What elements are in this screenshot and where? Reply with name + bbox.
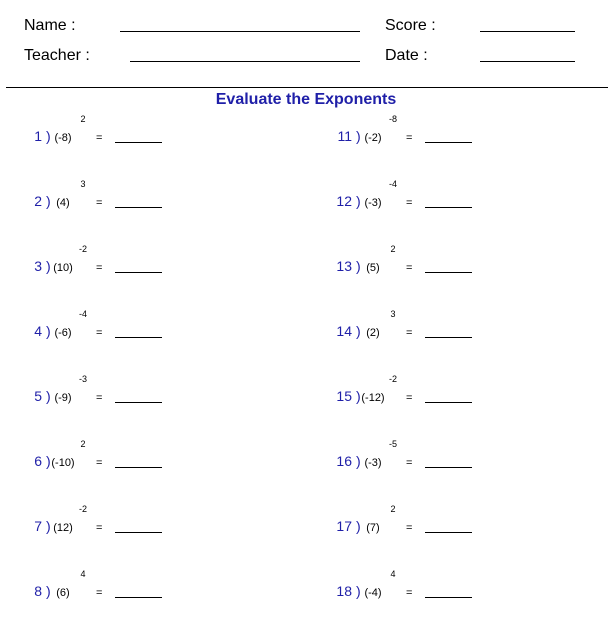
problem-base: (6) <box>56 587 70 599</box>
problem-exponent: 3 <box>80 179 86 189</box>
problem-item <box>20 504 220 558</box>
problem-exponent: 2 <box>80 439 86 449</box>
problem-exponent: -4 <box>388 179 397 189</box>
problem-number: 13 <box>336 258 352 274</box>
answer-blank[interactable] <box>425 402 472 403</box>
problem-number-paren: ) <box>46 258 51 274</box>
problem-base: (-2) <box>364 132 382 144</box>
answer-blank[interactable] <box>115 532 162 533</box>
problem-number-paren: ) <box>356 323 361 339</box>
answer-blank[interactable] <box>425 272 472 273</box>
problem-number-paren: ) <box>356 258 361 274</box>
answer-blank[interactable] <box>115 467 162 468</box>
problem-item <box>330 439 530 493</box>
problem-item <box>330 374 530 428</box>
problem-number: 2 <box>34 193 42 209</box>
problem-base: (-9) <box>54 392 72 404</box>
problem-number-paren: ) <box>46 518 51 534</box>
problem-number-paren: ) <box>46 128 51 144</box>
problem-number: 8 <box>34 583 42 599</box>
equals-sign: = <box>96 457 103 469</box>
score-label: Score : <box>385 17 436 34</box>
answer-blank[interactable] <box>115 207 162 208</box>
worksheet-title: Evaluate the Exponents <box>215 91 397 108</box>
problem-base: (2) <box>366 327 380 339</box>
date-label: Date : <box>385 47 428 64</box>
equals-sign: = <box>406 197 413 209</box>
problem-base: (7) <box>366 522 380 534</box>
equals-sign: = <box>96 132 103 144</box>
problem-exponent: 3 <box>390 309 396 319</box>
problem-exponent: -5 <box>388 439 397 449</box>
problem-exponent: -2 <box>78 504 87 514</box>
answer-blank[interactable] <box>425 597 472 598</box>
answer-blank[interactable] <box>115 337 162 338</box>
problem-number: 5 <box>34 388 42 404</box>
problem-number-paren: ) <box>46 388 51 404</box>
problem-item <box>330 569 530 623</box>
equals-sign: = <box>96 197 103 209</box>
equals-sign: = <box>406 132 413 144</box>
score-field[interactable] <box>480 31 575 32</box>
equals-sign: = <box>406 392 413 404</box>
problem-item <box>20 179 220 233</box>
name-field[interactable] <box>120 31 360 32</box>
equals-sign: = <box>406 262 413 274</box>
problem-exponent: -2 <box>78 244 87 254</box>
problem-item <box>20 439 220 493</box>
answer-blank[interactable] <box>425 207 472 208</box>
problem-number: 11 <box>337 128 352 144</box>
problem-number-paren: ) <box>46 323 51 339</box>
problem-exponent: -4 <box>78 309 87 319</box>
answer-blank[interactable] <box>115 597 162 598</box>
problem-item <box>330 114 530 168</box>
problem-base: (-3) <box>364 197 382 209</box>
problem-base: (-6) <box>54 327 72 339</box>
problem-number-paren: ) <box>356 453 361 469</box>
problem-number-paren: ) <box>356 193 361 209</box>
problem-exponent: 4 <box>390 569 396 579</box>
equals-sign: = <box>96 587 103 599</box>
problem-base: (-12) <box>361 392 385 404</box>
problem-base: (10) <box>53 262 73 274</box>
problem-number: 12 <box>336 193 352 209</box>
problem-exponent: -2 <box>388 374 397 384</box>
name-label: Name : <box>24 17 76 34</box>
problem-item <box>20 114 220 168</box>
answer-blank[interactable] <box>425 467 472 468</box>
problem-base: (-4) <box>364 587 382 599</box>
problem-item <box>20 244 220 298</box>
equals-sign: = <box>96 262 103 274</box>
problem-item <box>330 309 530 363</box>
problem-number: 7 <box>34 518 42 534</box>
problem-number-paren: ) <box>356 518 361 534</box>
problem-exponent: 2 <box>390 504 396 514</box>
equals-sign: = <box>406 522 413 534</box>
problem-base: (4) <box>56 197 70 209</box>
equals-sign: = <box>96 522 103 534</box>
problem-base: (-8) <box>54 132 72 144</box>
problem-number-paren: ) <box>46 583 51 599</box>
teacher-field[interactable] <box>130 61 360 62</box>
problem-exponent: -3 <box>78 374 87 384</box>
problem-item <box>20 309 220 363</box>
problem-number-paren: ) <box>46 193 51 209</box>
problem-item <box>20 569 220 623</box>
teacher-label: Teacher : <box>24 47 90 64</box>
problem-number: 1 <box>34 128 42 144</box>
problem-number-paren: ) <box>356 583 361 599</box>
problem-base: (-3) <box>364 457 382 469</box>
answer-blank[interactable] <box>115 272 162 273</box>
equals-sign: = <box>96 392 103 404</box>
problem-number: 14 <box>336 323 352 339</box>
equals-sign: = <box>406 587 413 599</box>
problem-base: (5) <box>366 262 380 274</box>
problem-item <box>330 179 530 233</box>
header-divider <box>6 87 608 88</box>
answer-blank[interactable] <box>425 337 472 338</box>
problem-number-paren: ) <box>356 388 361 404</box>
problem-number: 6 <box>34 453 42 469</box>
answer-blank[interactable] <box>425 532 472 533</box>
problem-number: 4 <box>34 323 42 339</box>
problem-base: (-10) <box>51 457 75 469</box>
problem-exponent: -8 <box>388 114 397 124</box>
answer-blank[interactable] <box>115 402 162 403</box>
date-field[interactable] <box>480 61 575 62</box>
problem-exponent: 2 <box>80 114 86 124</box>
problem-exponent: 4 <box>80 569 86 579</box>
problem-exponent: 2 <box>390 244 396 254</box>
equals-sign: = <box>406 457 413 469</box>
equals-sign: = <box>406 327 413 339</box>
problem-item <box>330 504 530 558</box>
problem-number: 15 <box>336 388 352 404</box>
problem-number-paren: ) <box>356 128 361 144</box>
answer-blank[interactable] <box>115 142 162 143</box>
answer-blank[interactable] <box>425 142 472 143</box>
problem-item <box>330 244 530 298</box>
problem-number: 16 <box>336 453 352 469</box>
equals-sign: = <box>96 327 103 339</box>
problem-number-paren: ) <box>46 453 51 469</box>
problem-base: (12) <box>53 522 73 534</box>
problem-number: 18 <box>336 583 352 599</box>
problem-number: 17 <box>336 518 352 534</box>
problem-number: 3 <box>34 258 42 274</box>
problem-item <box>20 374 220 428</box>
